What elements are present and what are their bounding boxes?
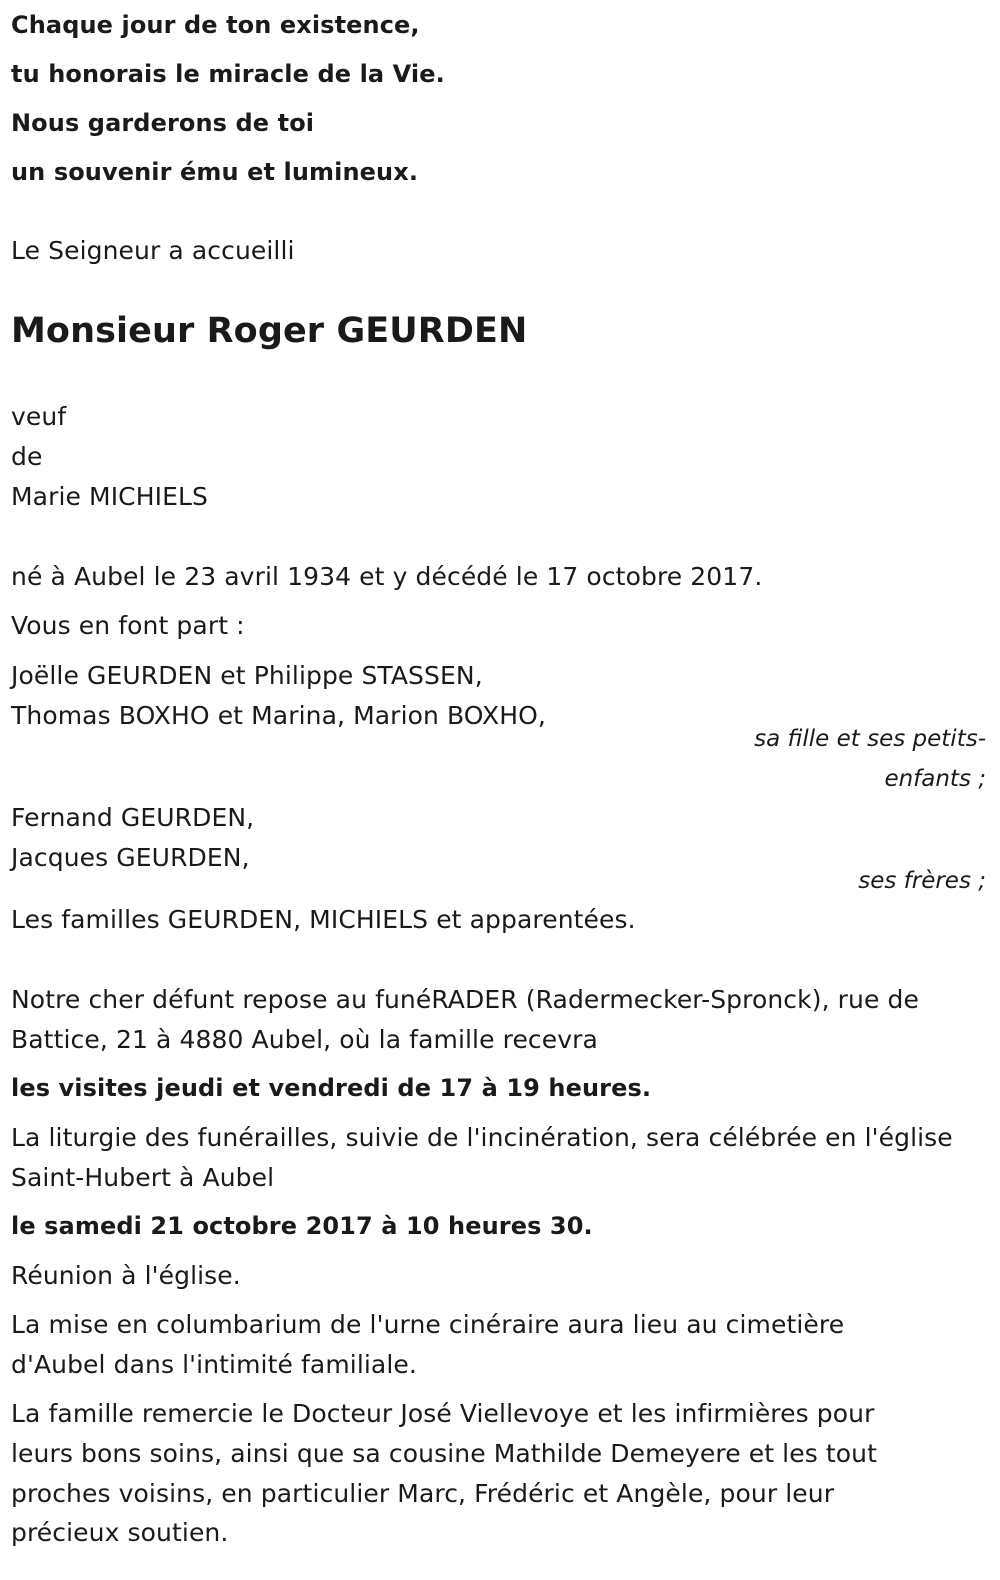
spouse-line-3: Marie MICHIELS bbox=[11, 482, 209, 511]
spouse-line-1: veuf bbox=[11, 402, 67, 431]
family-group1-line-1: Joëlle GEURDEN et Philippe STASSEN, bbox=[11, 661, 483, 690]
family-group1-relation-2: enfants ; bbox=[884, 766, 986, 792]
columbarium-line-2: d'Aubel dans l'intimité familiale. bbox=[11, 1350, 417, 1379]
intro-text: Le Seigneur a accueilli bbox=[11, 236, 295, 265]
poem-line-1: Chaque jour de ton existence, bbox=[11, 11, 420, 39]
visits-text: les visites jeudi et vendredi de 17 à 19 heures. bbox=[11, 1074, 652, 1102]
thanks-line-1: La famille remercie le Docteur José Viellevoye et les infirmières pour bbox=[11, 1399, 875, 1428]
deceased-name: Monsieur Roger GEURDEN bbox=[11, 311, 528, 351]
family-group2-line-1: Fernand GEURDEN, bbox=[11, 803, 255, 832]
liturgy-line-1: La liturgie des funérailles, suivie de l'incinération, sera célébrée en l'église bbox=[11, 1123, 953, 1152]
poem-line-3: Nous garderons de toi bbox=[11, 109, 315, 137]
spouse-line-2: de bbox=[11, 442, 43, 471]
thanks-line-3: proches voisins, en particulier Marc, Frédéric et Angèle, pour leur bbox=[11, 1479, 835, 1508]
columbarium-line-1: La mise en columbarium de l'urne cinéraire aura lieu au cimetière bbox=[11, 1310, 845, 1339]
liturgy-line-2: Saint-Hubert à Aubel bbox=[11, 1163, 275, 1192]
repose-line-1: Notre cher défunt repose au funéRADER (Radermecker-Spronck), rue de bbox=[11, 985, 919, 1014]
ceremony-date: le samedi 21 octobre 2017 à 10 heures 30. bbox=[11, 1212, 593, 1240]
family-group2-relation: ses frères ; bbox=[858, 868, 986, 894]
thanks-line-2: leurs bons soins, ainsi que sa cousine Mathilde Demeyere et les tout bbox=[11, 1439, 878, 1468]
family-group2-line-2: Jacques GEURDEN, bbox=[11, 843, 250, 872]
birth-death-text: né à Aubel le 23 avril 1934 et y décédé le 17 octobre 2017. bbox=[11, 562, 763, 591]
family-group1-relation-1: sa fille et ses petits- bbox=[754, 726, 986, 752]
family-group1-line-2: Thomas BOXHO et Marina, Marion BOXHO, bbox=[11, 701, 546, 730]
poem-line-4: un souvenir ému et lumineux. bbox=[11, 158, 419, 186]
families-text: Les familles GEURDEN, MICHIELS et apparentées. bbox=[11, 905, 636, 934]
announce-text: Vous en font part : bbox=[11, 611, 245, 640]
reunion-text: Réunion à l'église. bbox=[11, 1261, 241, 1290]
repose-line-2: Battice, 21 à 4880 Aubel, où la famille recevra bbox=[11, 1025, 598, 1054]
poem-line-2: tu honorais le miracle de la Vie. bbox=[11, 60, 445, 88]
thanks-line-4: précieux soutien. bbox=[11, 1518, 229, 1547]
